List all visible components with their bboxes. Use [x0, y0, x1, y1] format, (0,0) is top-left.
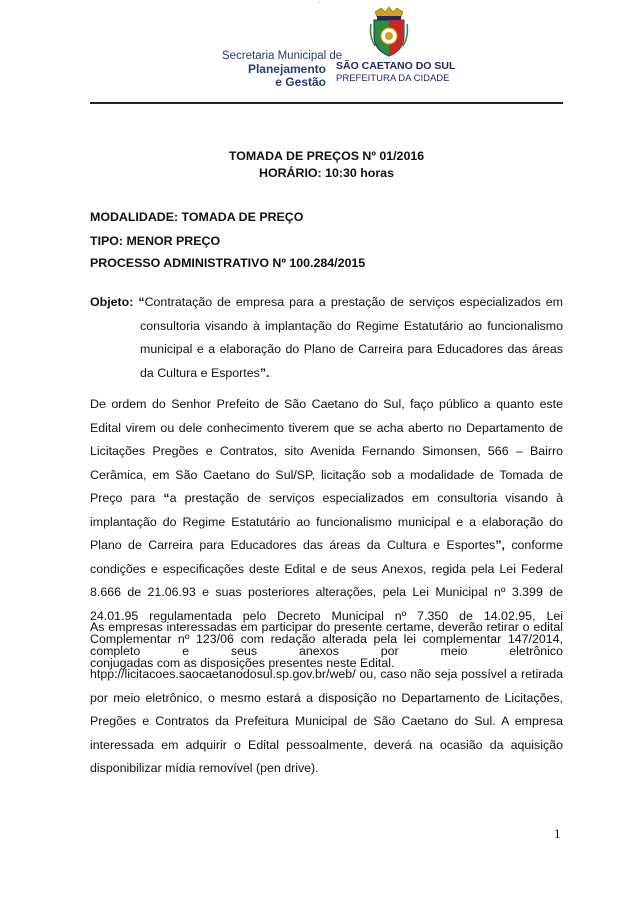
- document-schedule: HORÁRIO: 10:30 horas: [259, 166, 394, 180]
- top-mark: ': [319, 2, 321, 8]
- document-title: TOMADA DE PREÇOS Nº 01/2016: [228, 149, 425, 163]
- processo-line: PROCESSO ADMINISTRATIVO Nº 100.284/2015: [90, 256, 366, 270]
- objeto-section: [90, 291, 563, 385]
- secretaria-line3: e Gestão: [275, 75, 326, 89]
- paragraph-1-part-c: conforme condições e especificações deste Edital e de seus Anexos, regida pela Lei Federal 8.666 de 21.06.93 e suas posteriores alterações, pela Lei Municipal nº 3.399 de 24.01.95 regulamentada pelo Decreto Municipal nº 7.350 de 14.02.95, Lei Complementar nº 123/06 com redação alterada pela lei complementar 147/2014, conjugadas com as disposições presentes neste Edital.: [90, 538, 563, 670]
- objeto-close-quote: ”.: [259, 365, 270, 380]
- tipo-line: TIPO: MENOR PREÇO: [90, 234, 221, 248]
- modalidade-line: MODALIDADE: TOMADA DE PREÇO: [90, 210, 304, 224]
- page-number: 1: [554, 826, 561, 841]
- city-subtitle: PREFEITURA DA CIDADE: [336, 73, 450, 84]
- secretaria-logo: [222, 50, 343, 89]
- secretaria-line1: Secretaria Municipal de: [222, 50, 343, 62]
- objeto-open-quote: “: [138, 295, 145, 309]
- paragraph-1-close-quote: ”,: [495, 538, 505, 552]
- city-logo: [336, 60, 456, 84]
- paragraph-1-part-a: De ordem do Senhor Prefeito de São Caetano do Sul, faço público a quanto este Edital virem ou dele conhecimento tiverem que se acha aberto no Departamento de Licitações Pregões e Contratos, sito Avenida Fernando Simonsen, 566 – Bairro Cerâmica, em São Caetano do Sul/SP, licitação sob a modalidade de Tomada de Preço para: [90, 397, 563, 505]
- paragraph-1-part-b: a prestação de serviços especializados em consultoria visando à implantação do Regime Estatutário ao funcionalismo municipal e a elaboração do Plano de Carreira para Educadores das áreas da Cultura e Esportes: [90, 491, 563, 552]
- city-crest-icon: [369, 6, 409, 58]
- objeto-first-line: [90, 291, 563, 315]
- objeto-text-start: Contratação de empresa para a prestação de serviços especializados em: [144, 295, 563, 309]
- header-divider: [90, 102, 563, 104]
- secretaria-line2: Planejamento: [247, 62, 326, 76]
- paragraph-1-open-quote: “: [163, 491, 170, 505]
- objeto-label: Objeto:: [90, 295, 134, 309]
- objeto-text-rest: consultoria visando à implantação do Regime Estatutário ao funcionalismo municipal e a elaboração do Plano de Carreira para Educadores das áreas da Cultura e Esportes: [140, 318, 563, 380]
- city-name: SÃO CAETANO DO SUL: [336, 60, 456, 72]
- paragraph-2: As empresas interessadas em participar do presente certame, deverão retirar o edital completo e seus anexos por meio eletrônico htpp://licitacoes.saocaetanodosul.sp.gov.br/web/ ou, caso não seja possível a retirada por meio eletrônico, o mesmo estará a disposição no Departamento de Licitações, Pregões e Contratos da Prefeitura Municipal de São Caetano do Sul. A empresa interessada em adquirir o Edital pessoalmente, deverá na ocasião da aquisição disponibilizar mídia removível (pen drive).: [90, 620, 563, 775]
- objeto-continuation: [90, 315, 563, 386]
